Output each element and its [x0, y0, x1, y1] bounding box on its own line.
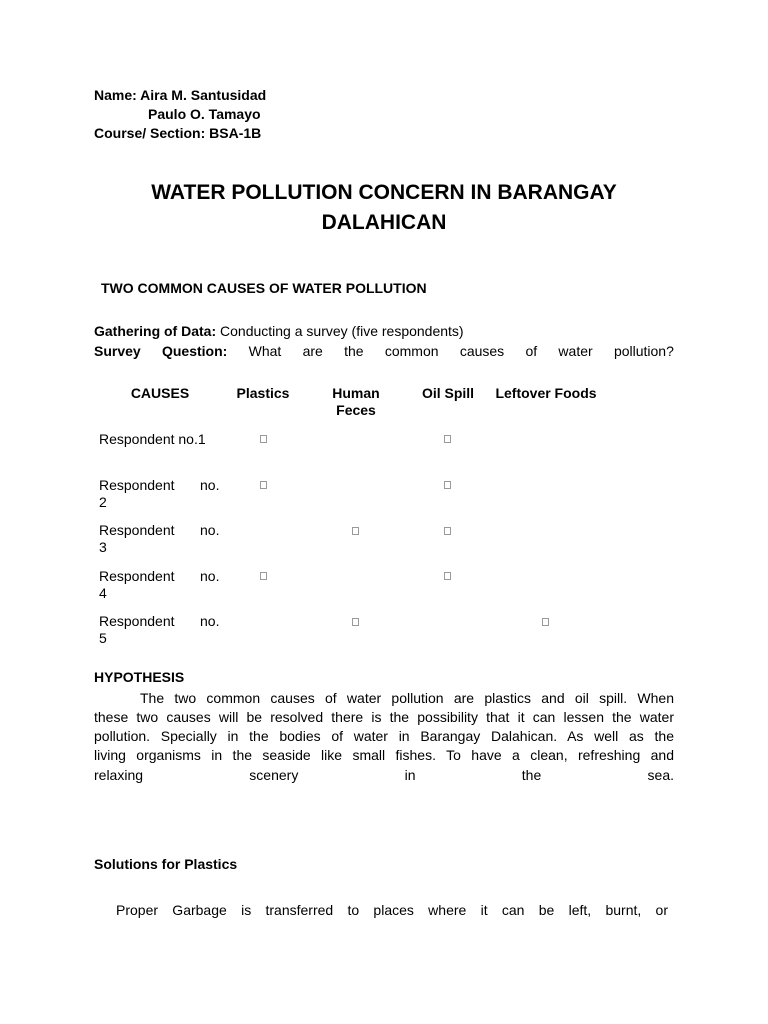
row-2-oil-spill-checkbox [444, 481, 451, 489]
hypothesis-heading: HYPOTHESIS [94, 669, 185, 685]
solutions-line-1: Proper Garbage is transferred to places where it can be left, burnt, or [116, 902, 668, 918]
col-header-leftover-foods: Leftover Foods [495, 385, 597, 401]
hypothesis-line-5: relaxing scenery in the sea. [94, 767, 674, 783]
row-3-label-num: 3 [99, 539, 107, 555]
gathering-label: Gathering of Data: [94, 323, 217, 339]
row-5-leftover-foods-checkbox [542, 618, 549, 626]
row-1-plastics-checkbox [260, 435, 267, 443]
row-2-label-no: no. [200, 477, 220, 493]
row-4-label-word: Respondent [99, 568, 175, 584]
survey-question: Survey Question: What are the common causes of water pollution? [94, 343, 674, 359]
row-1-label: Respondent no.1 [99, 431, 206, 447]
row-5-label-word: Respondent [99, 613, 175, 629]
row-5-human-feces-checkbox [352, 618, 359, 626]
survey-label-word-2: Question: [161, 343, 228, 359]
row-2-label-word: Respondent [99, 477, 175, 493]
row-2-plastics-checkbox [260, 481, 267, 489]
course-section: Course/ Section: BSA-1B [94, 125, 262, 141]
row-4-label-num: 4 [99, 585, 107, 601]
author-name-line: Name: Aira M. Santusidad [94, 87, 267, 103]
row-1-oil-spill-checkbox [444, 435, 451, 443]
row-3-oil-spill-checkbox [444, 527, 451, 535]
document-title [94, 178, 674, 238]
row-2-label-num: 2 [99, 494, 107, 510]
hypothesis-line-1: The two common causes of water pollution are plastics and oil spill. When [140, 690, 674, 706]
gathering-value: Conducting a survey (five respondents) [220, 323, 464, 339]
hypothesis-line-3: pollution. Specially in the bodies of water in Barangay Dalahican. As well as the [94, 728, 674, 744]
title-line-2: DALAHICAN [321, 211, 447, 234]
solutions-heading: Solutions for Plastics [94, 856, 238, 872]
row-4-label-no: no. [200, 568, 220, 584]
col-header-causes: CAUSES [130, 385, 190, 401]
row-3-label-word: Respondent [99, 522, 175, 538]
row-5-label-no: no. [200, 613, 220, 629]
col-header-oil-spill: Oil Spill [421, 385, 475, 401]
col-header-human-feces: Human Feces [332, 385, 380, 418]
row-4-oil-spill-checkbox [444, 572, 451, 580]
survey-label-word-1: Survey [94, 343, 141, 359]
hypothesis-line-2: these two causes will be resolved there is the possibility that it can lessen the water [94, 709, 674, 725]
col-header-plastics: Plastics [236, 385, 290, 401]
gathering-of-data [94, 322, 464, 341]
row-3-label-no: no. [200, 522, 220, 538]
row-4-plastics-checkbox [260, 572, 267, 580]
row-3-human-feces-checkbox [352, 527, 359, 535]
row-5-label-num: 5 [99, 630, 107, 646]
causes-heading: TWO COMMON CAUSES OF WATER POLLUTION [101, 280, 427, 296]
title-line-1: WATER POLLUTION CONCERN IN BARANGAY [151, 181, 617, 204]
hypothesis-line-4: living organisms in the seaside like small fishes. To have a clean, refreshing and [94, 747, 674, 763]
author-name-second: Paulo O. Tamayo [148, 106, 261, 122]
